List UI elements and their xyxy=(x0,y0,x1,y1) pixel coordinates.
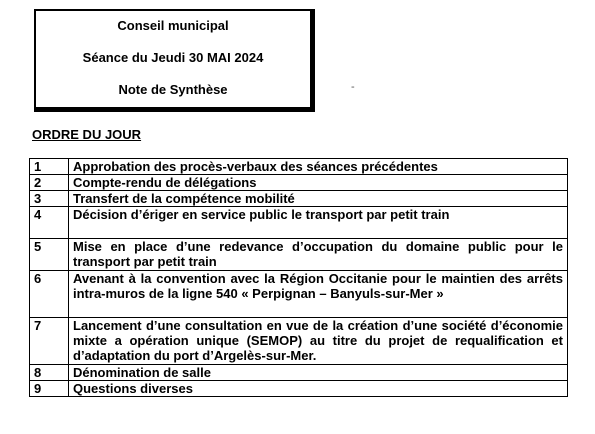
item-text: Mise en place d’une redevance d’occupation du domaine public pour le transport par petit train xyxy=(69,239,568,271)
item-text: Dénomination de salle xyxy=(69,365,568,381)
header-box xyxy=(34,9,315,112)
side-mark: - xyxy=(351,81,355,93)
item-number: 4 xyxy=(30,207,69,239)
item-number: 7 xyxy=(30,318,69,365)
agenda-row xyxy=(30,271,568,318)
item-text: Décision d’ériger en service public le transport par petit train xyxy=(69,207,568,239)
item-text: Transfert de la compétence mobilité xyxy=(69,191,568,207)
item-number: 8 xyxy=(30,365,69,381)
item-number: 3 xyxy=(30,191,69,207)
item-number: 5 xyxy=(30,239,69,271)
item-text: Questions diverses xyxy=(69,381,568,397)
item-text: Approbation des procès-verbaux des séances précédentes xyxy=(69,159,568,175)
item-number: 2 xyxy=(30,175,69,191)
note-title: Note de Synthèse xyxy=(118,82,228,97)
item-number: 6 xyxy=(30,271,69,318)
item-text: Avenant à la convention avec la Région Occitanie pour le maintien des arrêts intra-muros de la ligne 540 « Perpignan – Banyuls-sur-Mer » xyxy=(69,271,568,318)
agenda-heading: ORDRE DU JOUR xyxy=(32,127,142,142)
council-title: Conseil municipal xyxy=(117,18,229,33)
item-text: Lancement d’une consultation en vue de la création d’une société d’économie mixte a opération unique (SEMOP) au titre du projet de requalification et d’adaptation du port d’Argelès-sur-Mer. xyxy=(69,318,568,365)
item-number: 9 xyxy=(30,381,69,397)
agenda-row xyxy=(30,191,568,207)
agenda-row xyxy=(30,159,568,175)
agenda-table xyxy=(29,158,568,397)
agenda-row xyxy=(30,239,568,271)
agenda-row xyxy=(30,381,568,397)
item-number: 1 xyxy=(30,159,69,175)
agenda-row xyxy=(30,365,568,381)
agenda-row xyxy=(30,207,568,239)
item-text: Compte-rendu de délégations xyxy=(69,175,568,191)
session-date: Séance du Jeudi 30 MAI 2024 xyxy=(82,50,264,65)
agenda-row xyxy=(30,175,568,191)
agenda-row xyxy=(30,318,568,365)
